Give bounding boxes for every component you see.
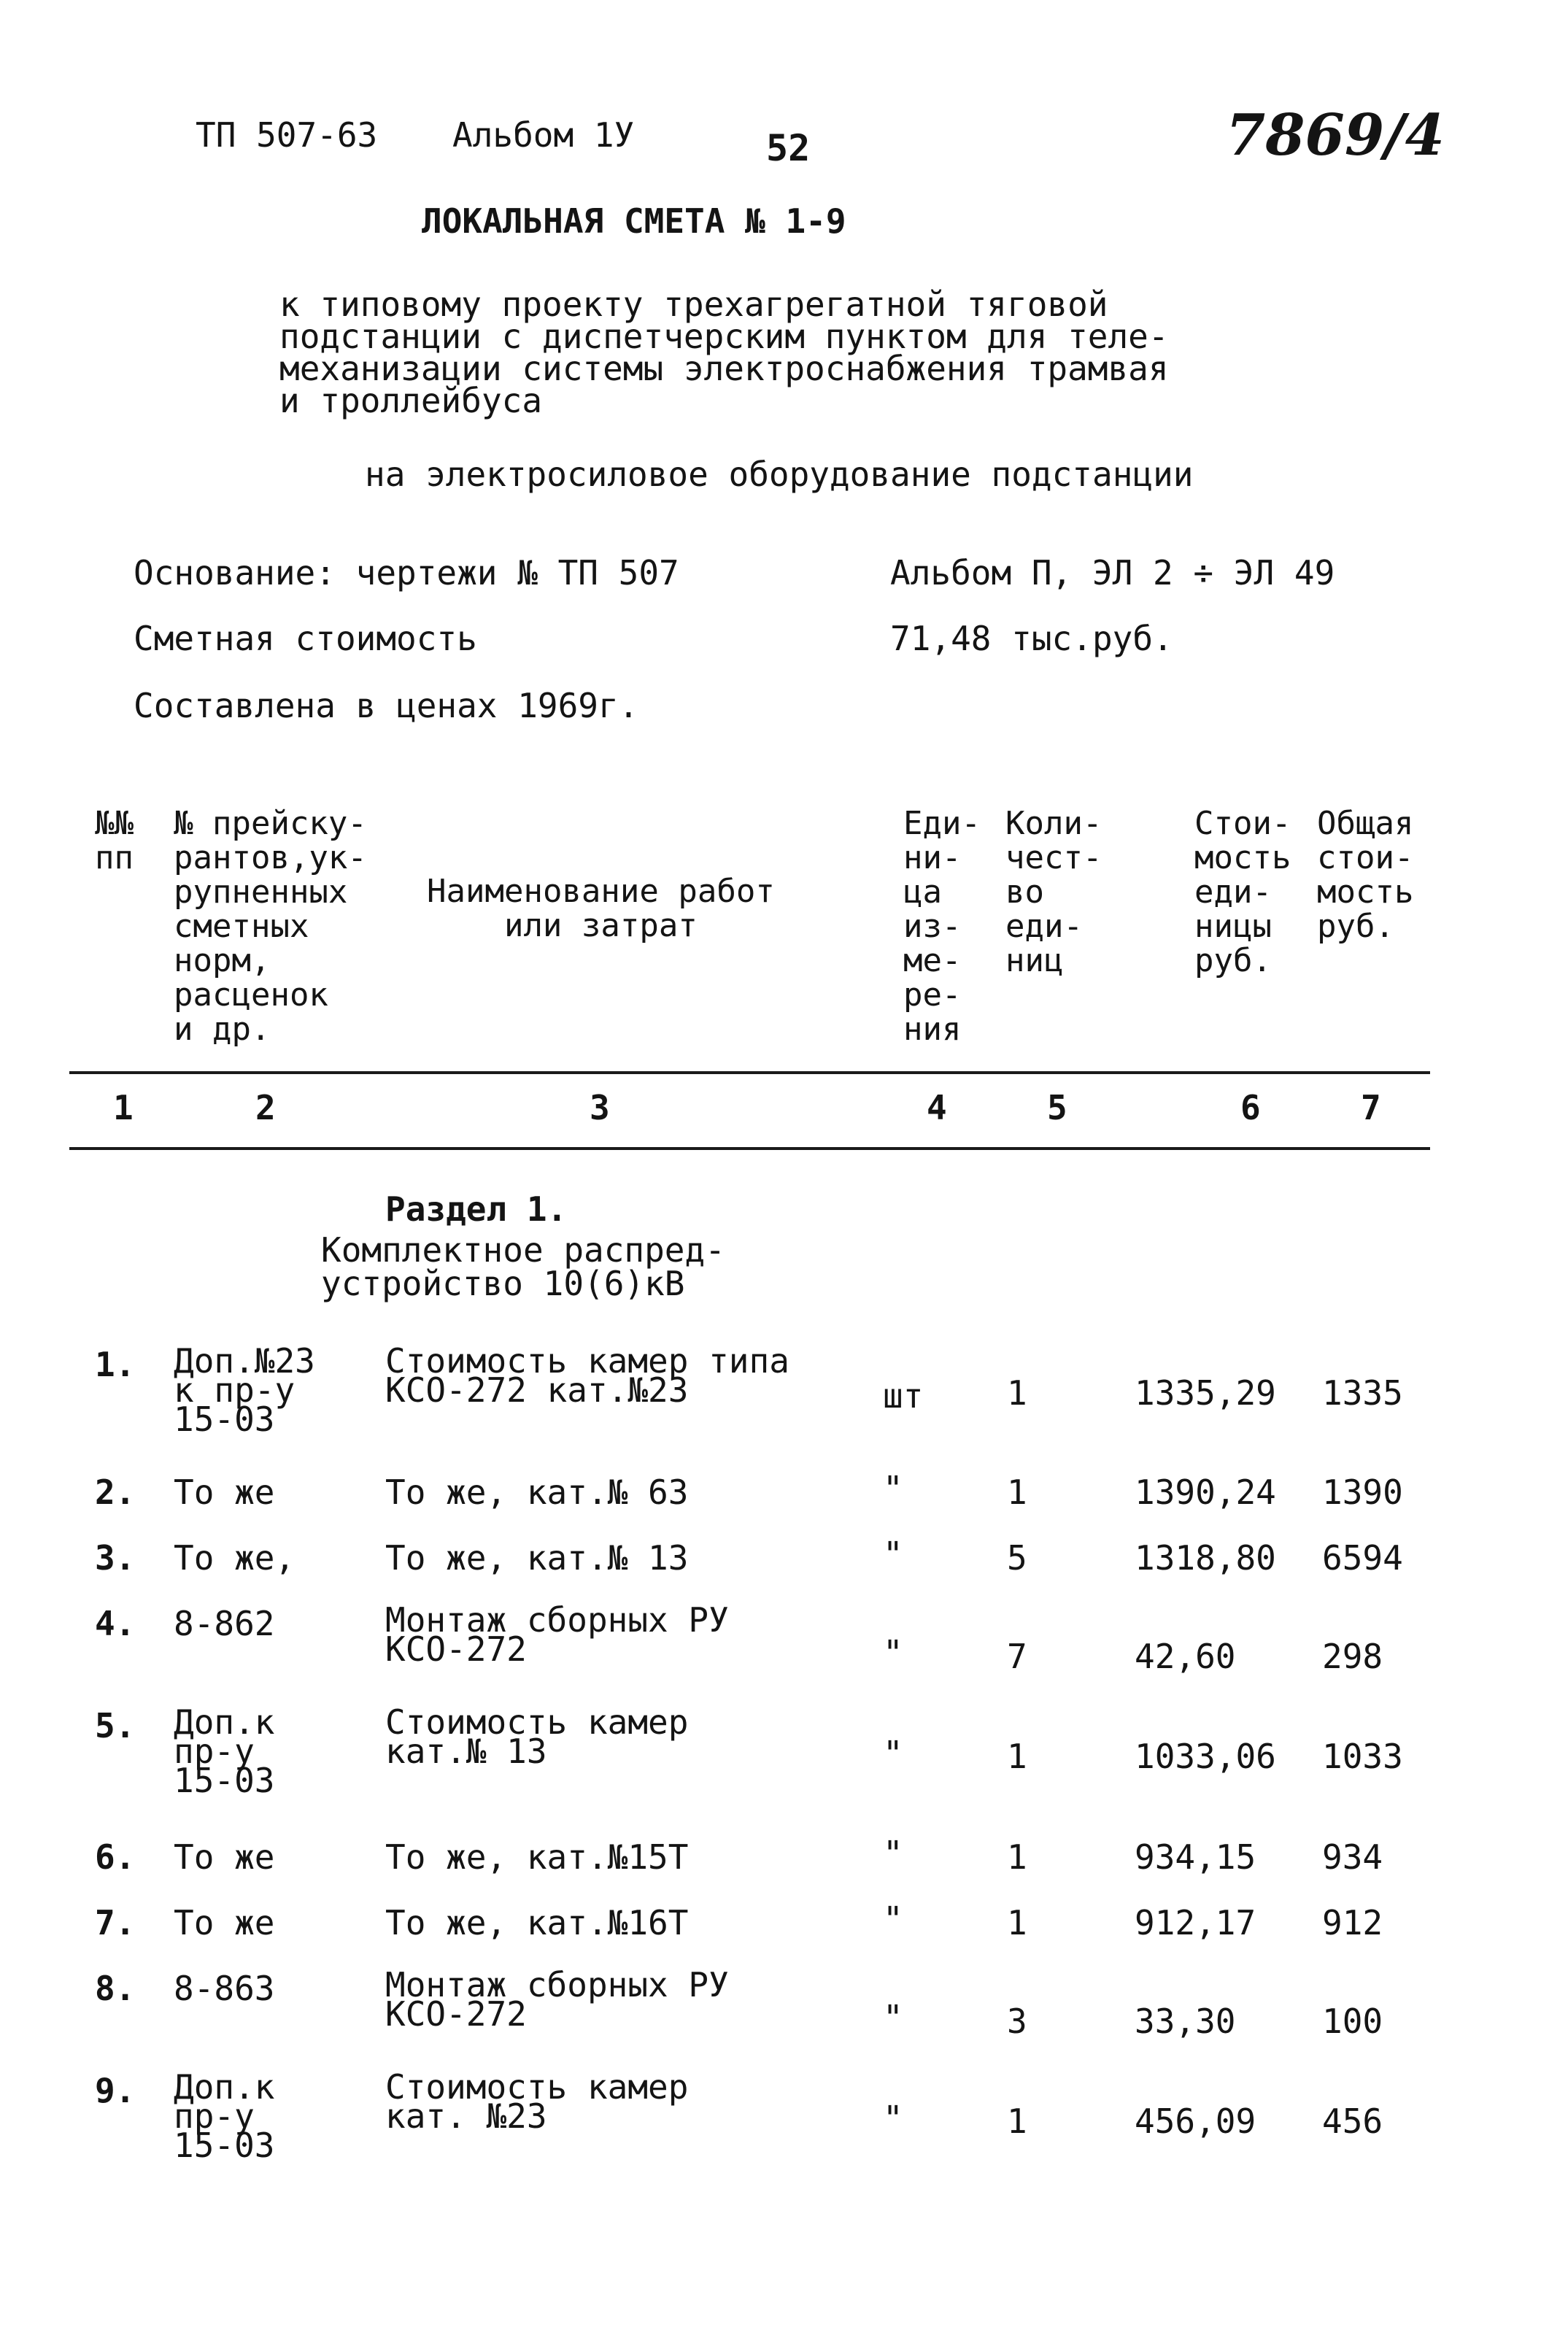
header-number: №№ пп	[95, 805, 134, 876]
row-unit-cost: 934,15	[1135, 1837, 1256, 1877]
row-unit: "	[883, 1834, 903, 1873]
column-number: 3	[590, 1088, 610, 1127]
row-work-name: Стоимость камер типа КСО-272 кат.№23	[385, 1341, 789, 1410]
row-reference: То же	[174, 1473, 275, 1512]
row-reference: Доп.№23 к пр-у 15-03	[174, 1341, 315, 1439]
row-total-cost: 912	[1322, 1903, 1383, 1942]
page-number: 52	[766, 127, 811, 169]
estimate-subtitle: к типовому проекту трехагрегатной тяговой подстанции с диспетчерским пунктом для теле- механизации системы электроснабжения трамвая и троллейбуса	[279, 285, 1169, 420]
row-reference: 8-863	[174, 1969, 275, 2008]
header-quantity: Коли- чест- во еди- ниц	[1005, 805, 1102, 979]
row-unit-cost: 1335,29	[1135, 1373, 1276, 1413]
row-quantity: 1	[1007, 1473, 1027, 1512]
row-unit: "	[883, 1535, 903, 1574]
row-number: 6.	[95, 1837, 136, 1877]
header-reference: № прейску- рантов,ук- рупненных сметных норм, расценок и др.	[174, 805, 367, 1048]
row-number: 7.	[95, 1903, 136, 1942]
row-reference: То же	[174, 1837, 275, 1877]
section-name: Комплектное распред- устройство 10(6)кВ	[321, 1230, 725, 1303]
row-unit: шт	[883, 1376, 924, 1416]
row-reference: То же	[174, 1903, 275, 1942]
row-number: 5.	[95, 1706, 136, 1745]
row-number: 9.	[95, 2071, 136, 2110]
header-unit: Еди- ни- ца из- ме- ре- ния	[903, 805, 981, 1048]
row-total-cost: 1033	[1322, 1737, 1403, 1776]
row-unit-cost: 912,17	[1135, 1903, 1256, 1942]
row-work-name: То же, кат.№16Т	[385, 1903, 689, 1942]
row-quantity: 1	[1007, 1837, 1027, 1877]
row-work-name: Монтаж сборных РУ КСО-272	[385, 1965, 729, 2034]
row-work-name: То же, кат.№15Т	[385, 1837, 689, 1877]
basis-value: Альбом П, ЭЛ 2 ÷ ЭЛ 49	[890, 553, 1335, 593]
row-number: 1.	[95, 1345, 136, 1384]
row-reference: То же,	[174, 1538, 296, 1578]
header-divider	[69, 1071, 1430, 1074]
row-unit: "	[883, 2099, 903, 2138]
row-number: 8.	[95, 1969, 136, 2008]
row-total-cost: 100	[1322, 2002, 1383, 2041]
row-quantity: 1	[1007, 2102, 1027, 2141]
row-total-cost: 456	[1322, 2102, 1383, 2141]
basis-label: Основание: чертежи № ТП 507	[134, 553, 679, 593]
handwritten-number: 7869/4	[1226, 102, 1445, 169]
row-unit-cost: 33,30	[1135, 2002, 1236, 2041]
row-work-name: То же, кат.№ 13	[385, 1538, 689, 1578]
row-quantity: 3	[1007, 2002, 1027, 2041]
row-unit-cost: 456,09	[1135, 2102, 1256, 2141]
column-number-divider	[69, 1147, 1430, 1150]
row-unit: "	[883, 1734, 903, 1773]
row-unit: "	[883, 1998, 903, 2037]
section-title: Раздел 1.	[385, 1189, 568, 1229]
row-total-cost: 6594	[1322, 1538, 1403, 1578]
row-work-name: Стоимость камер кат.№ 13	[385, 1702, 689, 1771]
album-label: Альбом 1У	[452, 115, 635, 155]
column-number: 5	[1047, 1088, 1067, 1127]
header-unit-cost: Стои- мость еди- ницы руб.	[1194, 805, 1291, 979]
column-number: 2	[255, 1088, 276, 1127]
column-number: 1	[113, 1088, 134, 1127]
cost-value: 71,48 тыс.руб.	[890, 619, 1173, 658]
row-quantity: 1	[1007, 1737, 1027, 1776]
row-unit-cost: 42,60	[1135, 1637, 1236, 1676]
column-number: 7	[1361, 1088, 1381, 1127]
row-unit: "	[883, 1899, 903, 1939]
estimate-title: ЛОКАЛЬНАЯ СМЕТА № 1-9	[422, 201, 846, 241]
estimate-purpose: на электросиловое оборудование подстанции	[365, 455, 1194, 494]
row-reference: Доп.к пр-у 15-03	[174, 1702, 275, 1800]
row-work-name: То же, кат.№ 63	[385, 1473, 689, 1512]
row-total-cost: 934	[1322, 1837, 1383, 1877]
row-number: 4.	[95, 1604, 136, 1643]
row-quantity: 5	[1007, 1538, 1027, 1578]
column-number: 4	[927, 1088, 947, 1127]
row-unit-cost: 1390,24	[1135, 1473, 1276, 1512]
row-total-cost: 298	[1322, 1637, 1383, 1676]
row-quantity: 1	[1007, 1373, 1027, 1413]
row-unit: "	[883, 1469, 903, 1508]
row-number: 2.	[95, 1473, 136, 1512]
cost-label: Сметная стоимость	[134, 619, 477, 658]
row-quantity: 7	[1007, 1637, 1027, 1676]
header-work-name: Наименование работ или затрат	[427, 873, 775, 944]
row-unit-cost: 1318,80	[1135, 1538, 1276, 1578]
column-number: 6	[1240, 1088, 1261, 1127]
row-reference: Доп.к пр-у 15-03	[174, 2067, 275, 2165]
row-reference: 8-862	[174, 1604, 275, 1643]
row-total-cost: 1335	[1322, 1373, 1403, 1413]
row-number: 3.	[95, 1538, 136, 1578]
header-total-cost: Общая стои- мость руб.	[1317, 805, 1414, 945]
document-code: ТП 507-63	[196, 115, 378, 155]
row-quantity: 1	[1007, 1903, 1027, 1942]
row-total-cost: 1390	[1322, 1473, 1403, 1512]
row-work-name: Стоимость камер кат. №23	[385, 2067, 689, 2136]
row-unit-cost: 1033,06	[1135, 1737, 1276, 1776]
price-year: Составлена в ценах 1969г.	[134, 686, 639, 725]
row-unit: "	[883, 1633, 903, 1672]
row-work-name: Монтаж сборных РУ КСО-272	[385, 1600, 729, 1669]
